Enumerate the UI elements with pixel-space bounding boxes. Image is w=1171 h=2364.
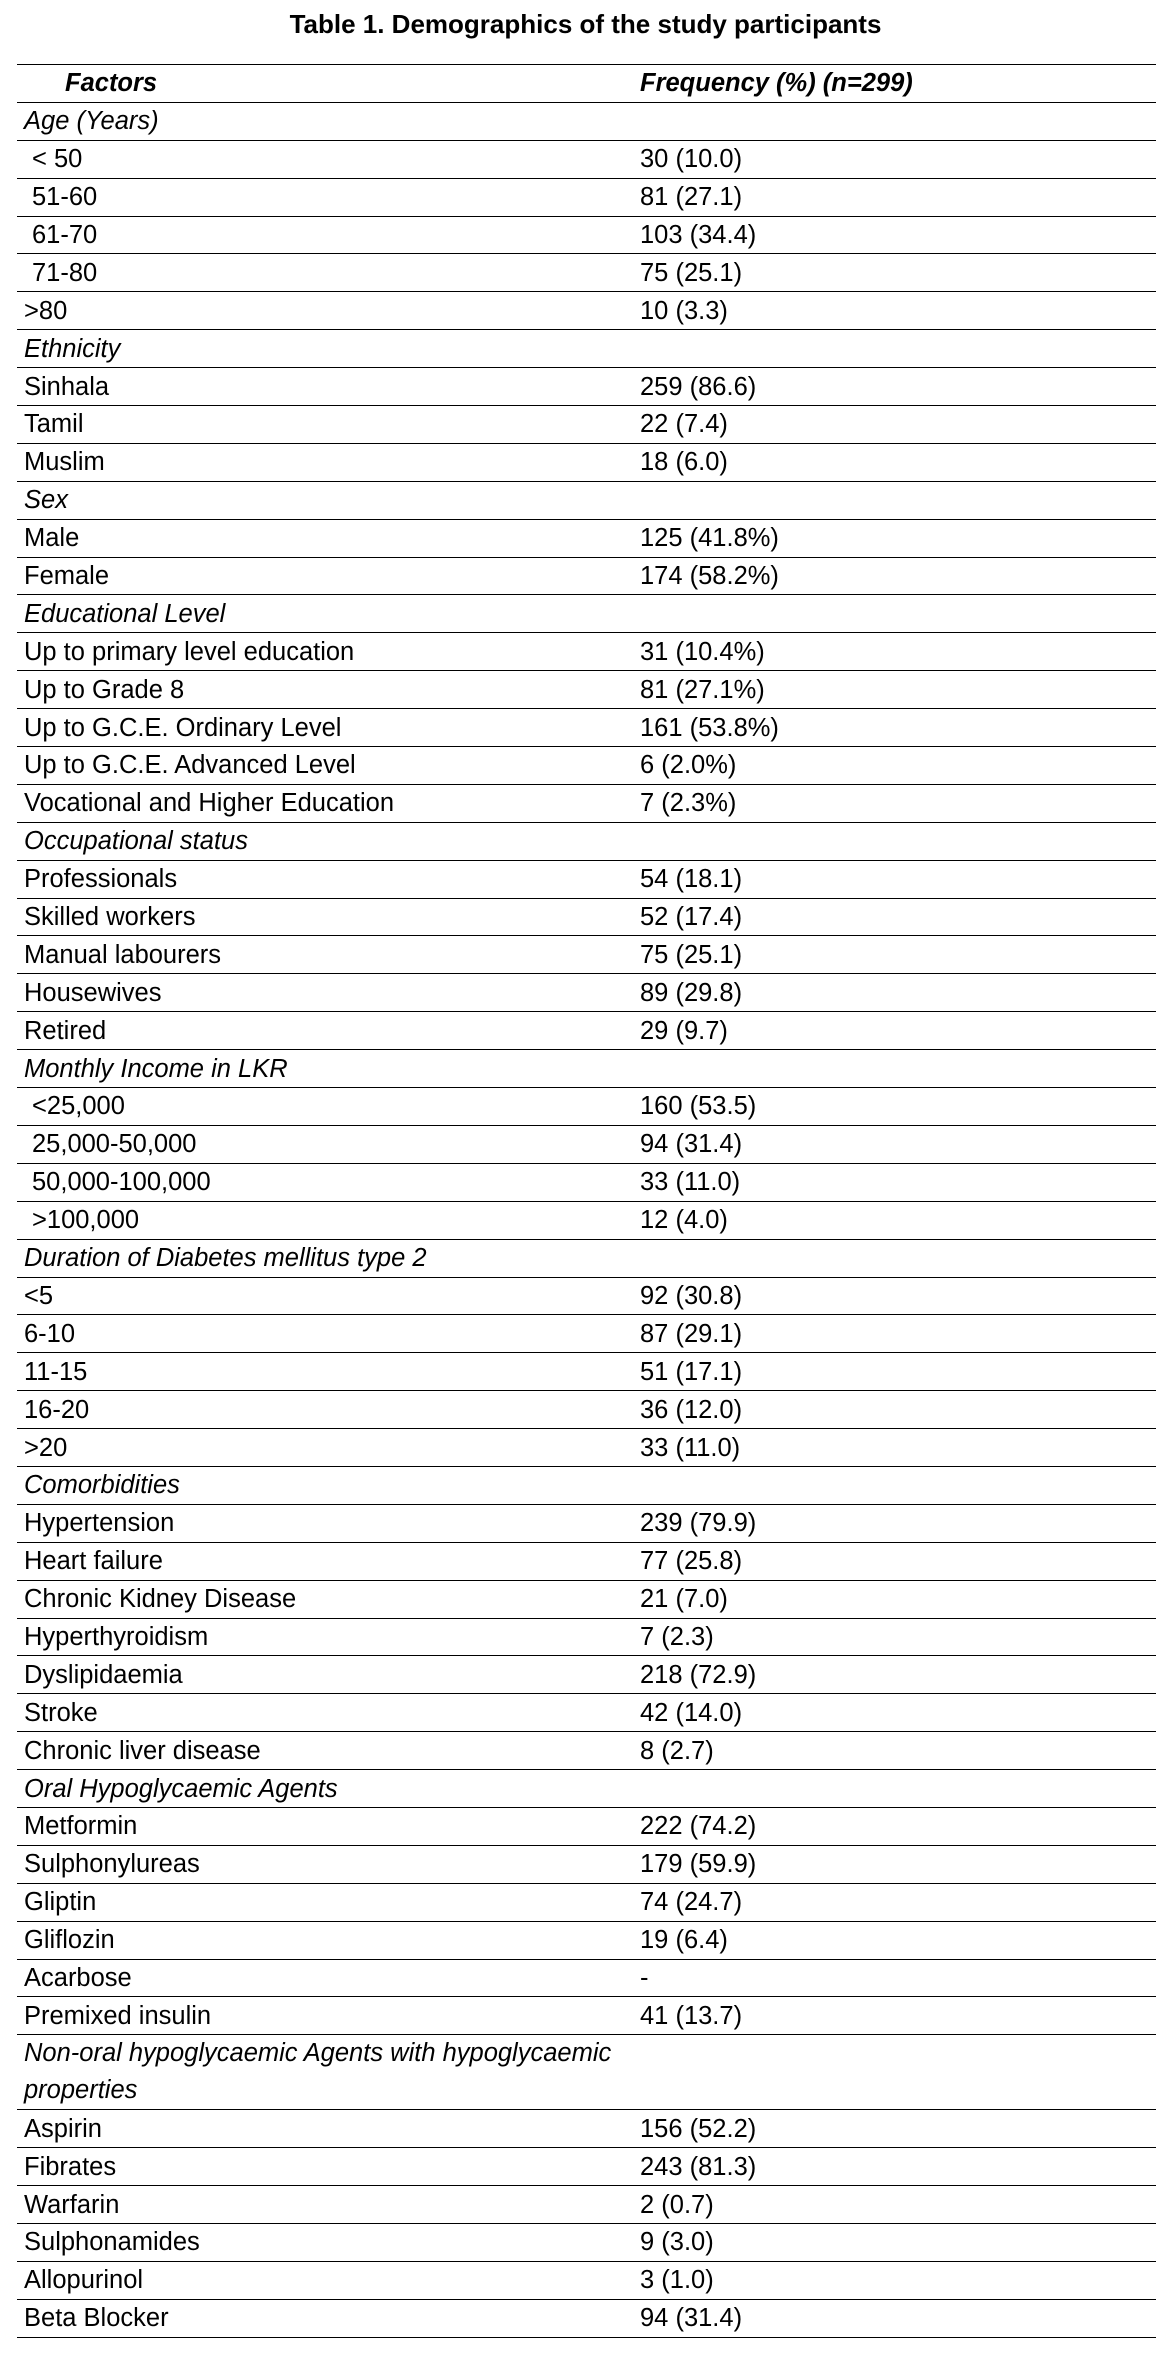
table-row: [17, 1353, 1156, 1391]
factor-label: Hypertension: [17, 1504, 633, 1542]
factor-label: Dyslipidaemia: [17, 1656, 633, 1694]
frequency-value: 7 (2.3%): [633, 784, 1156, 822]
frequency-value: 87 (29.1): [633, 1315, 1156, 1353]
factor-label: <25,000: [17, 1088, 633, 1126]
table-row: [17, 784, 1156, 822]
demographics-table: [17, 64, 1156, 2338]
frequency-value: 18 (6.0): [633, 443, 1156, 481]
table-row: [17, 254, 1156, 292]
factor-label: >100,000: [17, 1201, 633, 1239]
table-row: [17, 1618, 1156, 1656]
factor-label: >20: [17, 1429, 633, 1467]
table-row: [17, 1391, 1156, 1429]
frequency-value: 94 (31.4): [633, 1125, 1156, 1163]
table-row: [17, 1125, 1156, 1163]
frequency-value: [633, 1050, 1156, 1088]
section-header-row: [17, 595, 1156, 633]
factor-label: Gliptin: [17, 1883, 633, 1921]
frequency-value: 75 (25.1): [633, 936, 1156, 974]
table-row: [17, 1883, 1156, 1921]
factor-label: Professionals: [17, 860, 633, 898]
frequency-value: 81 (27.1): [633, 178, 1156, 216]
frequency-value: 239 (79.9): [633, 1504, 1156, 1542]
table-row: [17, 633, 1156, 671]
section-header-row: [17, 481, 1156, 519]
table-row: [17, 1959, 1156, 1997]
frequency-value: 2 (0.7): [633, 2186, 1156, 2224]
frequency-value: 33 (11.0): [633, 1163, 1156, 1201]
factor-label: 11-15: [17, 1353, 633, 1391]
factor-label: Chronic liver disease: [17, 1732, 633, 1770]
section-label: Oral Hypoglycaemic Agents: [17, 1770, 633, 1808]
frequency-value: [633, 481, 1156, 519]
frequency-value: 30 (10.0): [633, 140, 1156, 178]
frequency-value: 41 (13.7): [633, 1997, 1156, 2035]
section-label: Occupational status: [17, 822, 633, 860]
frequency-value: -: [633, 1959, 1156, 1997]
table-header-row: [17, 65, 1156, 103]
table-row: [17, 216, 1156, 254]
factor-label: 51-60: [17, 178, 633, 216]
frequency-value: 36 (12.0): [633, 1391, 1156, 1429]
section-header-row: [17, 1050, 1156, 1088]
frequency-value: [633, 1239, 1156, 1277]
factor-label: Metformin: [17, 1807, 633, 1845]
frequency-value: [633, 330, 1156, 368]
factor-label: Retired: [17, 1012, 633, 1050]
table-row: [17, 2223, 1156, 2261]
factor-label: Aspirin: [17, 2110, 633, 2148]
table-row: [17, 1542, 1156, 1580]
frequency-value: 31 (10.4%): [633, 633, 1156, 671]
frequency-value: 6 (2.0%): [633, 747, 1156, 785]
table-row: [17, 1580, 1156, 1618]
table-row: [17, 519, 1156, 557]
factor-label: Fibrates: [17, 2148, 633, 2186]
table-title: Table 1. Demographics of the study participants: [289, 9, 882, 39]
table-row: [17, 557, 1156, 595]
frequency-value: 51 (17.1): [633, 1353, 1156, 1391]
section-label: Comorbidities: [17, 1466, 633, 1504]
table-row: [17, 1694, 1156, 1732]
table-row: [17, 1315, 1156, 1353]
frequency-value: [633, 822, 1156, 860]
frequency-value: 222 (74.2): [633, 1807, 1156, 1845]
factor-label: Female: [17, 557, 633, 595]
frequency-value: 179 (59.9): [633, 1845, 1156, 1883]
frequency-value: 29 (9.7): [633, 1012, 1156, 1050]
table-row: [17, 2148, 1156, 2186]
section-label: Educational Level: [17, 595, 633, 633]
frequency-value: 161 (53.8%): [633, 709, 1156, 747]
table-row: [17, 2261, 1156, 2299]
factor-label: Hyperthyroidism: [17, 1618, 633, 1656]
table-row: [17, 936, 1156, 974]
section-label: Sex: [17, 481, 633, 519]
table-row: [17, 709, 1156, 747]
frequency-value: 125 (41.8%): [633, 519, 1156, 557]
section-label: Duration of Diabetes mellitus type 2: [17, 1239, 633, 1277]
section-label: Ethnicity: [17, 330, 633, 368]
table-row: [17, 1997, 1156, 2035]
table-row: [17, 1088, 1156, 1126]
factor-label: Warfarin: [17, 2186, 633, 2224]
frequency-value: 9 (3.0): [633, 2223, 1156, 2261]
factor-label: 61-70: [17, 216, 633, 254]
table-row: [17, 443, 1156, 481]
frequency-value: 42 (14.0): [633, 1694, 1156, 1732]
factor-label: Vocational and Higher Education: [17, 784, 633, 822]
table-row: [17, 1201, 1156, 1239]
section-header-row: [17, 1466, 1156, 1504]
frequency-value: 33 (11.0): [633, 1429, 1156, 1467]
factor-label: Tamil: [17, 406, 633, 444]
frequency-value: 3 (1.0): [633, 2261, 1156, 2299]
header-factors: Factors: [17, 65, 633, 103]
frequency-value: 160 (53.5): [633, 1088, 1156, 1126]
table-row: [17, 1429, 1156, 1467]
factor-label: Allopurinol: [17, 2261, 633, 2299]
factor-label: Housewives: [17, 974, 633, 1012]
factor-label: 25,000-50,000: [17, 1125, 633, 1163]
table-body: [17, 102, 1156, 2337]
table-row: [17, 1807, 1156, 1845]
table-row: [17, 406, 1156, 444]
factor-label: 50,000-100,000: [17, 1163, 633, 1201]
factor-label: Sulphonylureas: [17, 1845, 633, 1883]
frequency-value: 52 (17.4): [633, 898, 1156, 936]
frequency-value: 54 (18.1): [633, 860, 1156, 898]
table-row: [17, 292, 1156, 330]
factor-label: Sulphonamides: [17, 2223, 633, 2261]
table-row: [17, 2186, 1156, 2224]
frequency-value: [633, 102, 1156, 140]
frequency-value: 75 (25.1): [633, 254, 1156, 292]
frequency-value: 174 (58.2%): [633, 557, 1156, 595]
frequency-value: 21 (7.0): [633, 1580, 1156, 1618]
section-header-row: [17, 102, 1156, 140]
frequency-value: 243 (81.3): [633, 2148, 1156, 2186]
factor-label: Manual labourers: [17, 936, 633, 974]
factor-label: Male: [17, 519, 633, 557]
frequency-value: 10 (3.3): [633, 292, 1156, 330]
frequency-value: [633, 595, 1156, 633]
factor-label: Up to G.C.E. Advanced Level: [17, 747, 633, 785]
table-row: [17, 1656, 1156, 1694]
table-row: [17, 2299, 1156, 2337]
header-frequency: Frequency (%) (n=299): [633, 65, 1156, 103]
section-header-row: [17, 822, 1156, 860]
frequency-value: 12 (4.0): [633, 1201, 1156, 1239]
factor-label: >80: [17, 292, 633, 330]
factor-label: <5: [17, 1277, 633, 1315]
section-header-row: [17, 330, 1156, 368]
table-row: [17, 1921, 1156, 1959]
table-row: [17, 2110, 1156, 2148]
frequency-value: 156 (52.2): [633, 2110, 1156, 2148]
table-row: [17, 747, 1156, 785]
table-row: [17, 368, 1156, 406]
factor-label: 6-10: [17, 1315, 633, 1353]
frequency-value: 92 (30.8): [633, 1277, 1156, 1315]
frequency-value: 218 (72.9): [633, 1656, 1156, 1694]
table-row: [17, 974, 1156, 1012]
section-header-row: [17, 1770, 1156, 1808]
section-label: Age (Years): [17, 102, 633, 140]
table-row: [17, 898, 1156, 936]
factor-label: Sinhala: [17, 368, 633, 406]
table-row: [17, 860, 1156, 898]
factor-label: Up to Grade 8: [17, 671, 633, 709]
factor-label: Stroke: [17, 1694, 633, 1732]
factor-label: Heart failure: [17, 1542, 633, 1580]
factor-label: Chronic Kidney Disease: [17, 1580, 633, 1618]
frequency-value: 259 (86.6): [633, 368, 1156, 406]
frequency-value: [633, 2035, 1156, 2110]
frequency-value: [633, 1770, 1156, 1808]
table-row: [17, 140, 1156, 178]
frequency-value: 19 (6.4): [633, 1921, 1156, 1959]
frequency-value: 94 (31.4): [633, 2299, 1156, 2337]
section-label: Monthly Income in LKR: [17, 1050, 633, 1088]
section-label: Non-oral hypoglycaemic Agents with hypoglycaemic properties: [17, 2035, 633, 2110]
table-row: [17, 1163, 1156, 1201]
factor-label: Skilled workers: [17, 898, 633, 936]
frequency-value: 22 (7.4): [633, 406, 1156, 444]
factor-label: Beta Blocker: [17, 2299, 633, 2337]
table-row: [17, 1732, 1156, 1770]
frequency-value: 103 (34.4): [633, 216, 1156, 254]
frequency-value: [633, 1466, 1156, 1504]
factor-label: < 50: [17, 140, 633, 178]
factor-label: Premixed insulin: [17, 1997, 633, 2035]
factor-label: Gliflozin: [17, 1921, 633, 1959]
frequency-value: 89 (29.8): [633, 974, 1156, 1012]
section-header-row: [17, 1239, 1156, 1277]
frequency-value: 81 (27.1%): [633, 671, 1156, 709]
frequency-value: 77 (25.8): [633, 1542, 1156, 1580]
frequency-value: 74 (24.7): [633, 1883, 1156, 1921]
table-row: [17, 1277, 1156, 1315]
table-row: [17, 178, 1156, 216]
frequency-value: 8 (2.7): [633, 1732, 1156, 1770]
table-row: [17, 1845, 1156, 1883]
factor-label: Up to primary level education: [17, 633, 633, 671]
factor-label: 16-20: [17, 1391, 633, 1429]
frequency-value: 7 (2.3): [633, 1618, 1156, 1656]
factor-label: Acarbose: [17, 1959, 633, 1997]
factor-label: Muslim: [17, 443, 633, 481]
table-row: [17, 671, 1156, 709]
factor-label: 71-80: [17, 254, 633, 292]
table-row: [17, 1012, 1156, 1050]
section-header-row: [17, 2035, 1156, 2110]
table-row: [17, 1504, 1156, 1542]
factor-label: Up to G.C.E. Ordinary Level: [17, 709, 633, 747]
